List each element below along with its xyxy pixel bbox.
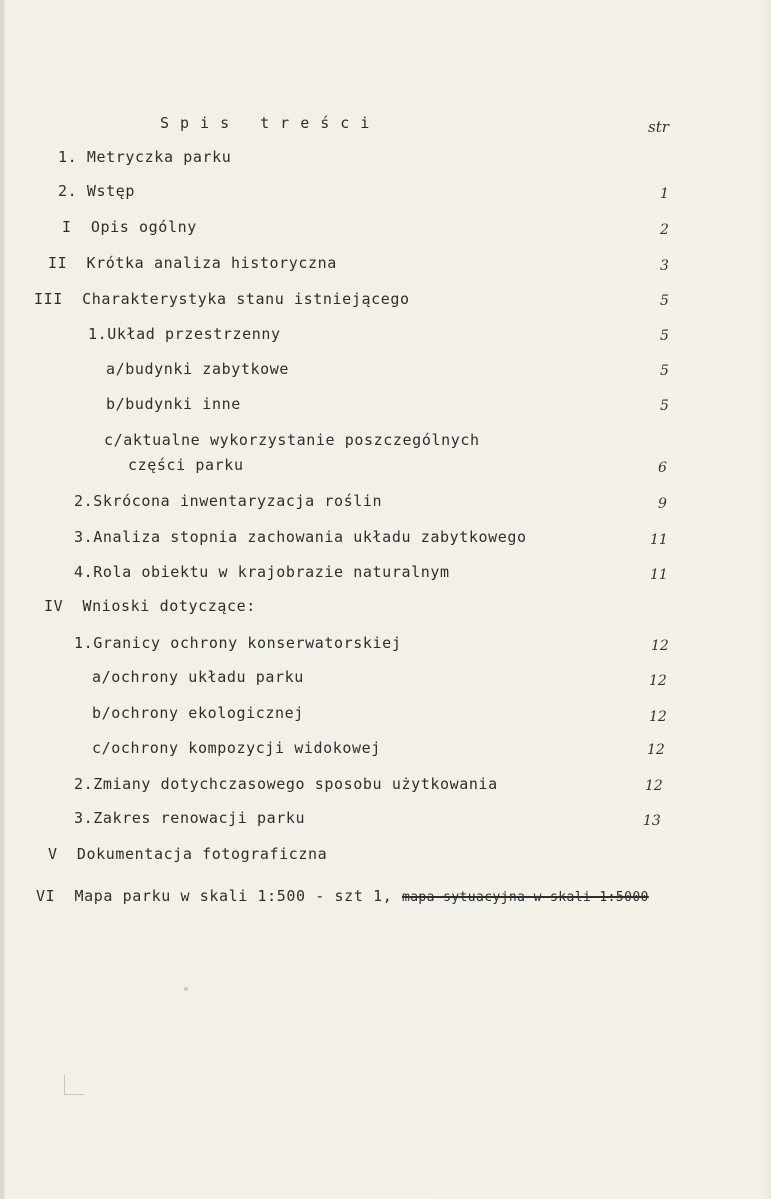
- paper-speck: [184, 987, 188, 991]
- toc-page-opis-ogolny: 2: [660, 222, 669, 238]
- toc-entry-rola-obiektu: 4.Rola obiektu w krajobrazie naturalnym: [74, 563, 450, 581]
- toc-page-wstep: 1: [660, 186, 669, 202]
- page-title: Spis treści: [160, 114, 381, 132]
- toc-entry-granicy-ochrony: 1.Granicy ochrony konserwatorskiej: [74, 634, 402, 652]
- toc-entry-mapa-parku: [36, 887, 649, 907]
- toc-page-czesci-parku: 6: [658, 460, 667, 476]
- toc-entry-dokumentacja: V Dokumentacja fotograficzna: [48, 845, 328, 863]
- toc-entry-wstep: 2. Wstęp: [58, 182, 136, 200]
- toc-entry-czesci-parku: części parku: [128, 456, 244, 474]
- toc-entry-zakres-renowacji: 3.Zakres renowacji parku: [74, 809, 306, 827]
- toc-page-inwentaryzacja: 9: [658, 496, 667, 512]
- toc-page-budynki-zabytkowe: 5: [660, 363, 669, 379]
- toc-page-charakterystyka: 5: [660, 293, 669, 309]
- toc-entry-ochrony-ukladu: a/ochrony układu parku: [92, 668, 304, 686]
- toc-entry-zmiany-uzytkowania: 2.Zmiany dotychczasowego sposobu użytkowania: [74, 775, 498, 793]
- toc-page-ochrony-ekologicznej: 12: [649, 709, 667, 725]
- paper-mark: [64, 1094, 84, 1095]
- toc-entry-inwentaryzacja: 2.Skrócona inwentaryzacja roślin: [74, 492, 383, 510]
- toc-entry-opis-ogolny: I Opis ogólny: [62, 218, 197, 236]
- struck-text: mapa sytuacyjna w skali 1:5000: [401, 890, 649, 905]
- toc-entry-analiza-zachowania: 3.Analiza stopnia zachowania układu zabytkowego: [74, 528, 527, 546]
- toc-entry-ochrony-ekologicznej: b/ochrony ekologicznej: [92, 704, 304, 722]
- toc-entry-aktualne-wykorzystanie: c/aktualne wykorzystanie poszczególnych: [104, 431, 480, 449]
- toc-entry-wnioski: IV Wnioski dotyczące:: [44, 597, 256, 615]
- toc-page-zmiany-uzytkowania: 12: [645, 778, 663, 794]
- toc-page-rola-obiektu: 11: [650, 567, 668, 583]
- toc-entry-uklad-przestrzenny: 1.Układ przestrzenny: [88, 325, 281, 343]
- page-column-header: str: [648, 118, 669, 136]
- toc-entry-budynki-zabytkowe: a/budynki zabytkowe: [106, 360, 289, 378]
- toc-page-granicy-ochrony: 12: [651, 638, 669, 654]
- toc-page-budynki-inne: 5: [660, 398, 669, 414]
- toc-page-kompozycji-widokowej: 12: [647, 742, 665, 758]
- toc-page-analiza-historyczna: 3: [660, 258, 669, 274]
- toc-entry-charakterystyka: III Charakterystyka stanu istniejącego: [34, 290, 410, 308]
- toc-entry-analiza-historyczna: II Krótka analiza historyczna: [48, 254, 337, 272]
- toc-entry-budynki-inne: b/budynki inne: [106, 395, 241, 413]
- toc-page-zakres-renowacji: 13: [643, 813, 661, 829]
- toc-entry-metryczka: 1. Metryczka parku: [58, 148, 232, 166]
- paper-mark: [64, 1075, 65, 1095]
- toc-entry-kompozycji-widokowej: c/ochrony kompozycji widokowej: [92, 739, 381, 757]
- toc-page-uklad-przestrzenny: 5: [660, 328, 669, 344]
- page-edge: [0, 0, 4, 1199]
- toc-page-analiza-zachowania: 11: [650, 532, 668, 548]
- mapa-parku-text: VI Mapa parku w skali 1:500 - szt 1,: [36, 887, 402, 905]
- toc-page-ochrony-ukladu: 12: [649, 673, 667, 689]
